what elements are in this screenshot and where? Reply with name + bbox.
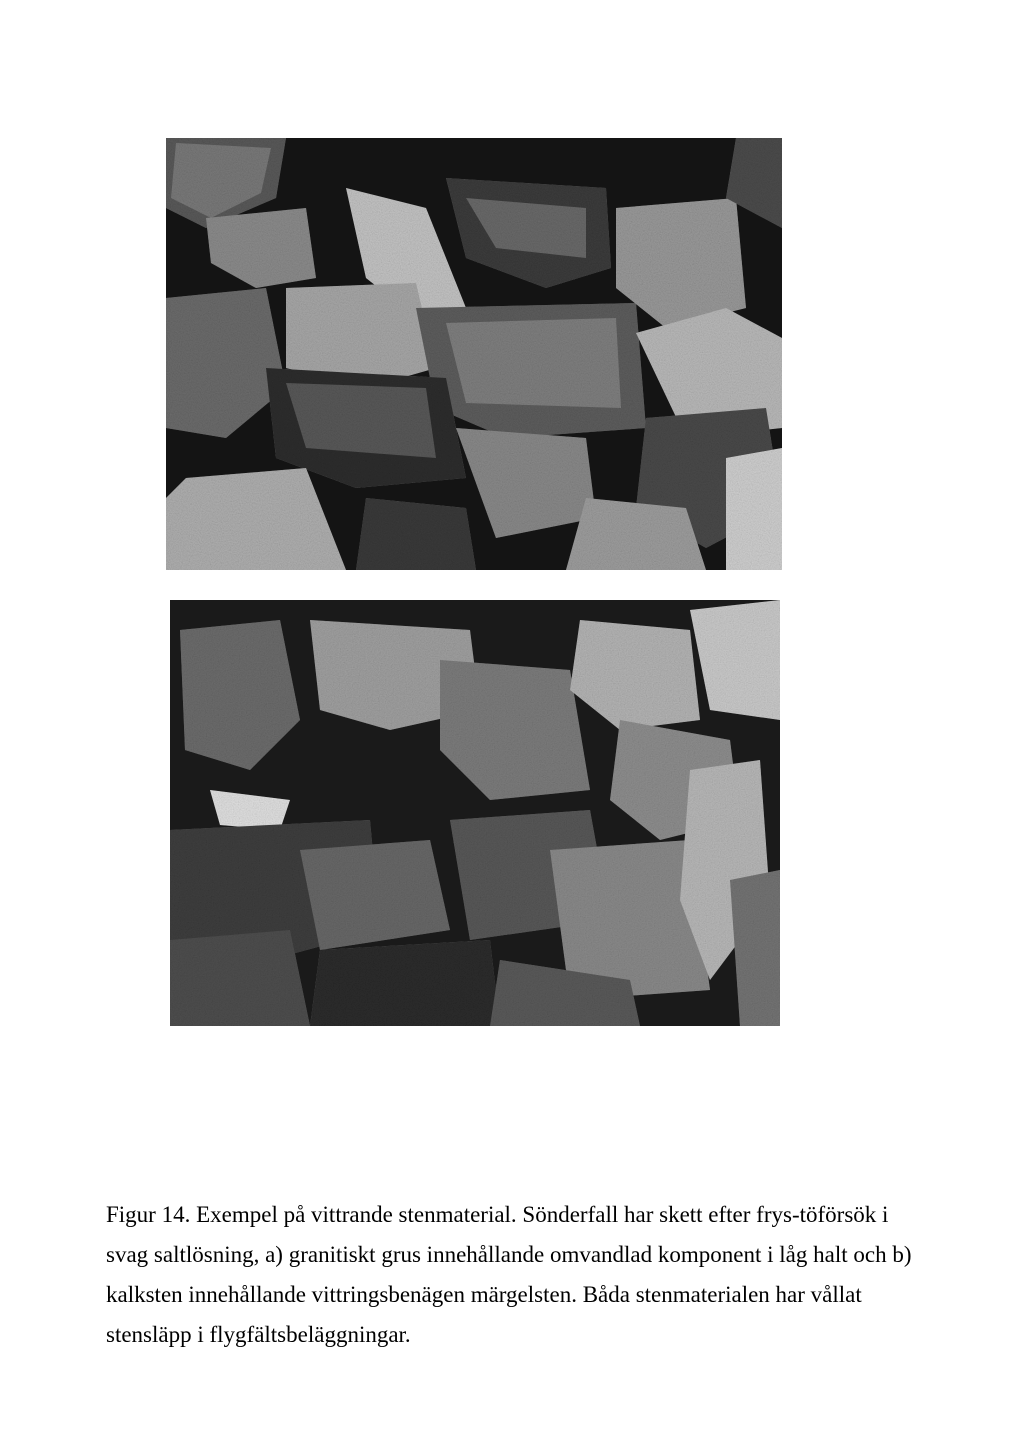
photo-limestone-marlstone-image <box>170 600 780 1026</box>
photo-granite-gravel <box>166 138 782 570</box>
photo-granite-gravel-image <box>166 138 782 570</box>
figure-caption: Figur 14. Exempel på vittrande stenmaterial. Sönderfall har skett efter frys-töförsök i svag saltlösning, a) granitiskt grus innehållande omvandlad komponent i låg halt och b) kalksten innehållande vittringsbenägen märgelsten. Båda stenmaterialen har vållat stensläpp i flygfältsbeläggningar. <box>106 1202 912 1347</box>
photo-limestone-marlstone <box>170 600 780 1026</box>
